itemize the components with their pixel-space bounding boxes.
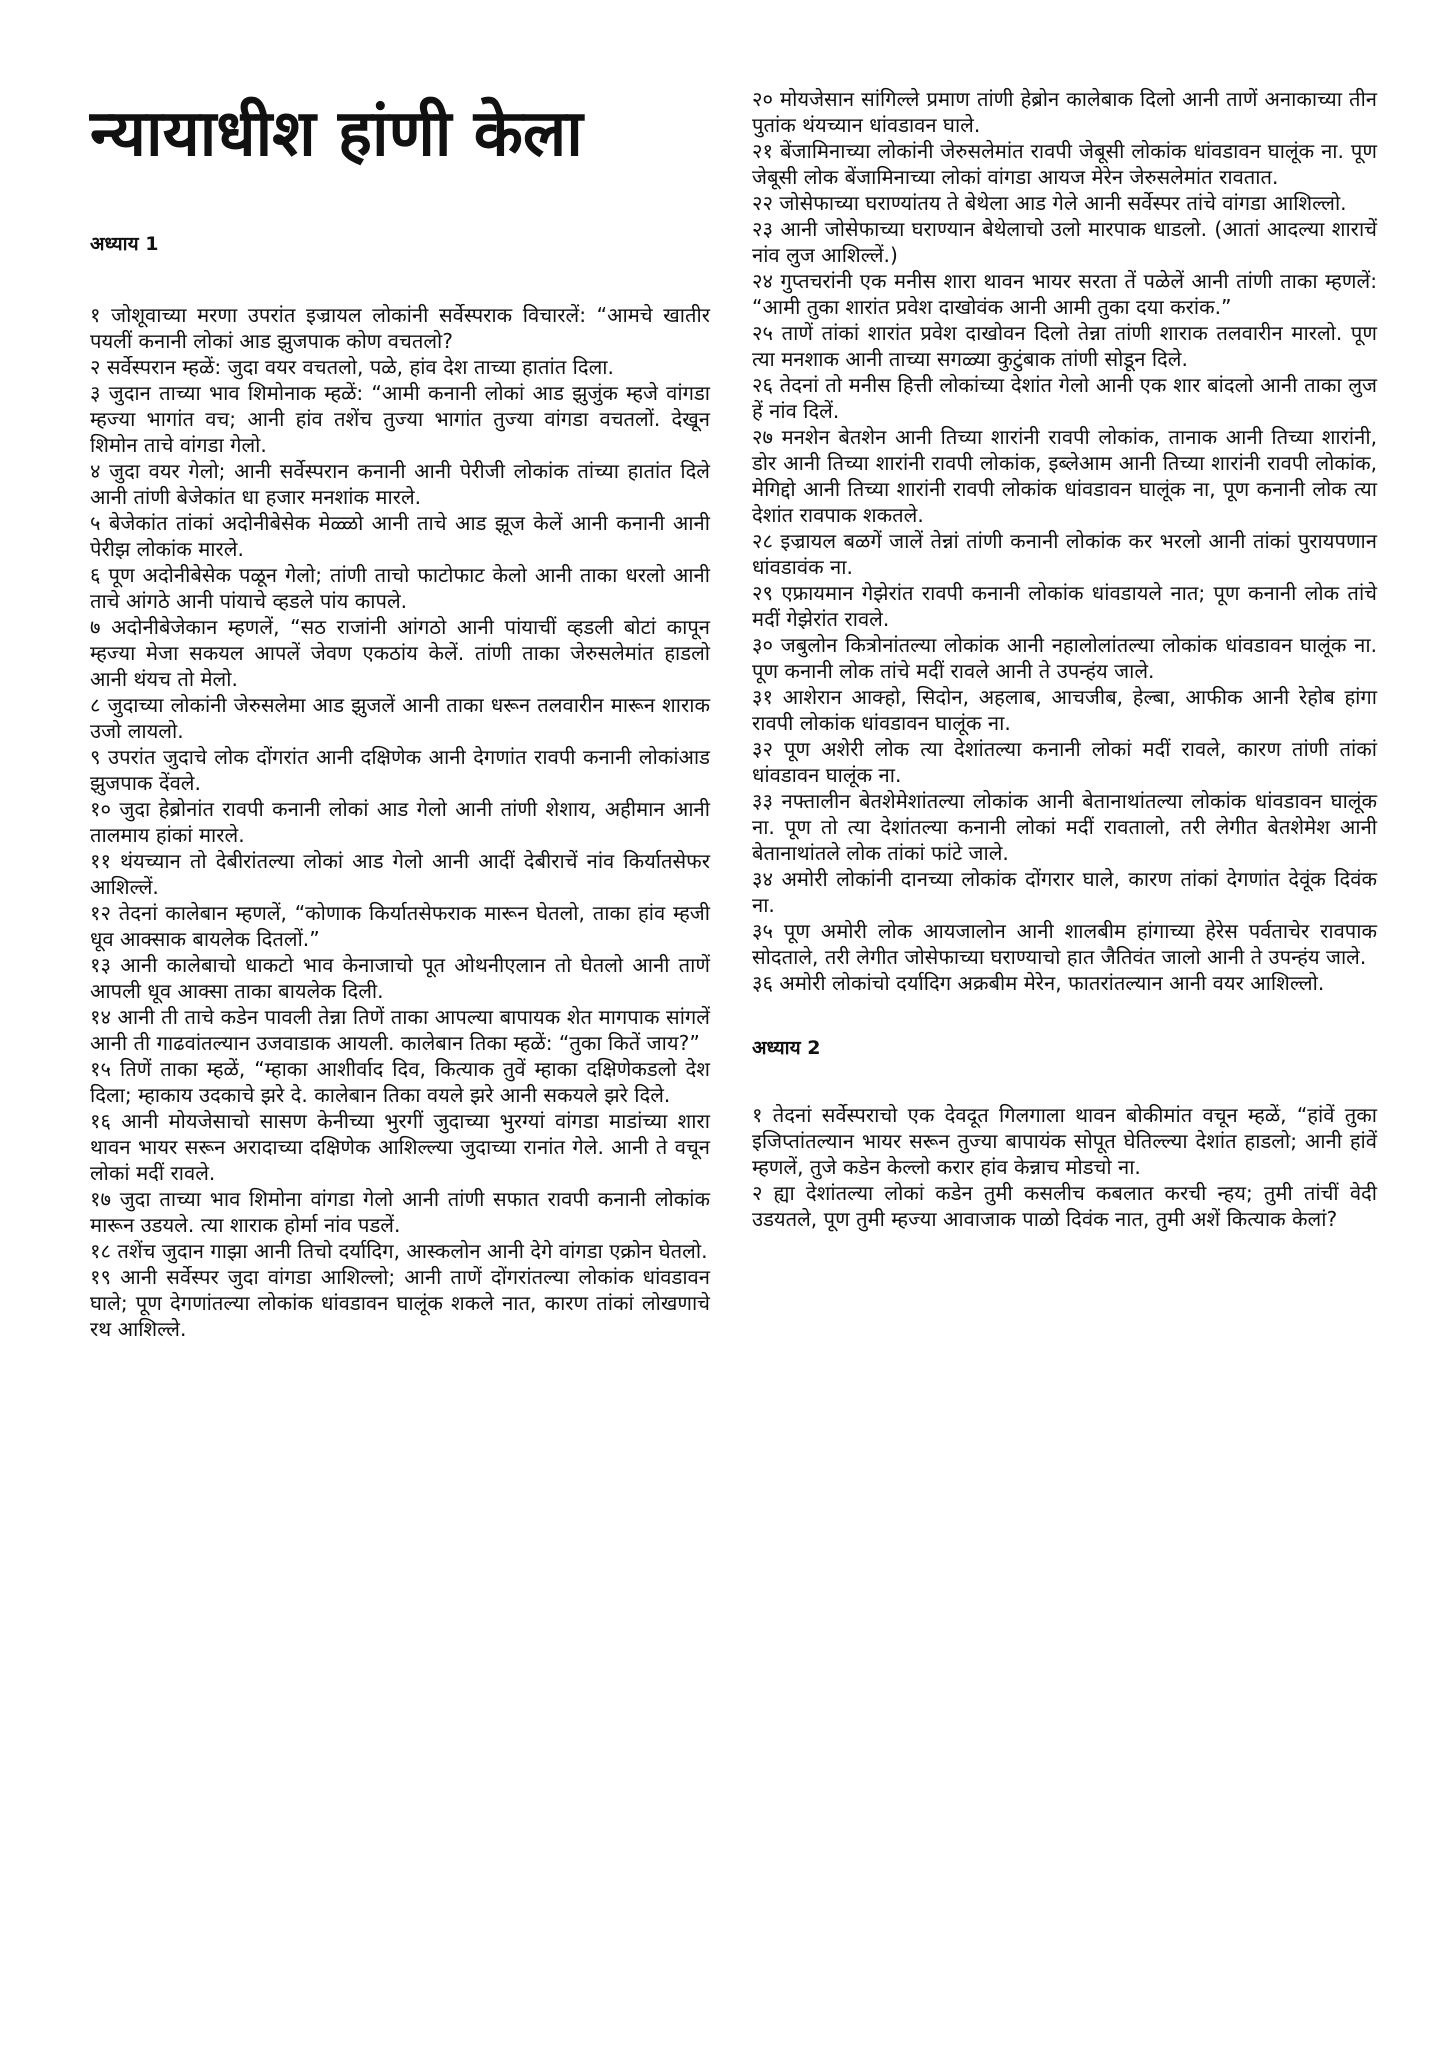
verse: १८ तशेंच जुदान गाझा आनी तिचो दर्यादिग, आस्कलोन आनी देगे वांगडा एक्रोन घेतलो. [90,1239,708,1263]
verse: ३४ अमोरी लोकांनी दानच्या लोकांक दोंगरार घाले, कारण तांकां देगणांत देवूंक दिवंक ना. [752,867,1377,917]
chapter-1-heading: अध्याय 1 [90,233,159,255]
verse: २९ एफ्रायमान गेझेरांत रावपी कनानी लोकांक धांवडायले नात; पूण कनानी लोक तांचे मदीं गेझेरांत रावले. [752,581,1377,631]
verse: २१ बेंजामिनाच्या लोकांनी जेरुसलेमांत रावपी जेबूसी लोकांक धांवडावन घालूंक ना. पूण जेबूसी लोक बेंजामिनाच्या लोकां वांगडा आयज मेरेन जेरुसलेमांत रावतात. [752,139,1377,189]
verse: २७ मनशेन बेतशेन आनी तिच्या शारांनी रावपी लोकांक, तानाक आनी तिच्या शारांनी, डोर आनी तिच्या शारांनी रावपी लोकांक, इब्लेआम आनी तिच्या शारांनी रावपी लोकांक, मेगिद्दो आनी तिच्या शारांनी रावपी लोकांक धांवडावन घालूंक ना, पूण कनानी लोक त्या देशांत रावपाक शकतले. [752,425,1377,527]
verse: १६ आनी मोयजेसाचो सासण केनीच्या भुरगीं जुदाच्या भुरग्यां वांगडा माडांच्या शारा थावन भायर सरून अरादाच्या दक्षिणेक आशिल्ल्या जुदाच्या रानांत गेले. आनी ते वचून लोकां मदीं रावले. [90,1109,710,1185]
verse: २६ तेदनां तो मनीस हित्ती लोकांच्या देशांत गेलो आनी एक शार बांदलो आनी ताका लुज हें नांव दिलें. [752,373,1377,423]
verse: ३२ पूण अशेरी लोक त्या देशांतल्या कनानी लोकां मदीं रावले, कारण तांणी तांकां धांवडावन घालूंक ना. [752,737,1377,787]
verse: २० मोयजेसान सांगिल्ले प्रमाण तांणी हेब्रोन कालेबाक दिलो आनी ताणें अनाकाच्या तीन पुतांक थंयच्यान धांवडावन घाले. [752,87,1377,137]
verse: १ जोशूवाच्या मरणा उपरांत इज्रायल लोकांनी सर्वेस्पराक विचारलें: “आमचे खातीर पयलीं कनानी लोकां आड झुजपाक कोण वचतलो? [90,303,710,353]
verse: ३५ पूण अमोरी लोक आयजालोन आनी शालबीम हांगाच्या हेरेस पर्वताचेर रावपाक सोदताले, तरी लेगीत जोसेफाच्या घराण्याचो हात जैतिवंत जालो आनी ते उपन्हंय जाले. [752,919,1377,969]
verse: २ सर्वेस्परान म्हळें: जुदा वयर वचतलो, पळे, हांव देश ताच्या हातांत दिला. [90,355,614,379]
verse: १२ तेदनां कालेबान म्हणलें, “कोणाक किर्यातसेफराक मारून घेतलो, ताका हांव म्हजी धूव आक्साक बायलेक दितलों.” [90,901,710,951]
verse: २८ इज्रायल बळगें जालें तेन्नां तांणी कनानी लोकांक कर भरलो आनी तांकां पुरायपणान धांवडावंक ना. [752,529,1377,579]
right-column [752,86,1377,1232]
verse: ४ जुदा वयर गेलो; आनी सर्वेस्परान कनानी आनी पेरीजी लोकांक तांच्या हातांत दिले आनी तांणी बेजेकांत धा हजार मनशांक मारले. [90,459,710,509]
verse: ३३ नफ्तालीन बेतशेमेशांतल्या लोकांक आनी बेतानाथांतल्या लोकांक धांवडावन घालूंक ना. पूण तो त्या देशांतल्या कनानी लोकां मदीं रावतालो, तरी लेगीत बेतशेमेश आनी बेतानाथांतले लोक तांकां फांटे जाले. [752,789,1377,865]
verse: १० जुदा हेब्रोनांत रावपी कनानी लोकां आड गेलो आनी तांणी शेशाय, अहीमान आनी तालमाय हांकां मारले. [90,797,710,847]
verse: १४ आनी ती ताचे कडेन पावली तेन्ना तिणें ताका आपल्या बापायक शेत मागपाक सांगलें आनी ती गाढवांतल्यान उजवाडाक आयली. कालेबान तिका म्हळें: “तुका कितें जाय?” [90,1005,710,1055]
verse: ११ थंयच्यान तो देबीरांतल्या लोकां आड गेलो आनी आदीं देबीराचें नांव किर्यातसेफर आशिल्लें. [90,849,710,899]
verse: १५ तिणें ताका म्हळें, “म्हाका आशीर्वाद दिव, कित्याक तुवें म्हाका दक्षिणेकडलो देश दिला; म्हाकाय उदकाचे झरे दे. कालेबान तिका वयले झरे आनी सकयले झरे दिले. [90,1057,710,1107]
verse: ३ जुदान ताच्या भाव शिमोनाक म्हळें: “आमी कनानी लोकां आड झुजुंक म्हजे वांगडा म्हज्या भागांत वच; आनी हांव तशेंच तुज्या भागांत तुज्या वांगडा वचतलों. देखून शिमोन ताचे वांगडा गेलो. [90,381,710,457]
verse: २ ह्या देशांतल्या लोकां कडेन तुमी कसलीच कबलात करची न्हय; तुमी तांचीं वेदी उडयतले, पूण तुमी म्हज्या आवाजाक पाळो दिवंक नात, तुमी अशें कित्याक केलां? [752,1181,1377,1231]
verse: ५ बेजेकांत तांकां अदोनीबेसेक मेळ्ळो आनी ताचे आड झूज केलें आनी कनानी आनी पेरीझ लोकांक मारले. [90,511,710,561]
verse: २४ गुप्तचरांनी एक मनीस शारा थावन भायर सरता तें पळेलें आनी तांणी ताका म्हणलें: “आमी तुका शारांत प्रवेश दाखोवंक आनी आमी तुका दया करांक.” [752,269,1377,319]
verse: ३६ अमोरी लोकांचो दर्यादिग अक्रबीम मेरेन, फातरांतल्यान आनी वयर आशिल्लो. [752,971,1325,995]
chapter-2-heading: अध्याय 2 [752,1037,821,1059]
verse: ३१ आशेरान आक्हो, सिदोन, अहलाब, आचजीब, हेल्बा, आफीक आनी रेहोब हांगा रावपी लोकांक धांवडावन घालूंक ना. [752,685,1377,735]
verse: ८ जुदाच्या लोकांनी जेरुसलेमा आड झुजलें आनी ताका धरून तलवारीन मारून शाराक उजो लायलो. [90,693,710,743]
verse: ७ अदोनीबेजेकान म्हणलें, “सठ राजांनी आंगठो आनी पांयाचीं व्हडली बोटां कापून म्हज्या मेजा सकयल आपलें जेवण एकठांय केलें. तांणी ताका जेरुसलेमांत हाडलो आनी थंयच तो मेलो. [90,615,710,691]
verse: १ तेदनां सर्वेस्पराचो एक देवदूत गिलगाला थावन बोकीमांत वचून म्हळें, “हांवें तुका इजिप्तांतल्यान भायर सरून तुज्या बापायंक सोपूत घेतिल्ल्या देशांत हाडलो; आनी हांवें म्हणलें, तुजे कडेन केल्लो करार हांव केन्नाच मोडचो ना. [752,1103,1377,1179]
verse: ९ उपरांत जुदाचे लोक दोंगरांत आनी दक्षिणेक आनी देगणांत रावपी कनानी लोकांआड झुजपाक देंवले. [90,745,710,795]
verse: १७ जुदा ताच्या भाव शिमोना वांगडा गेलो आनी तांणी सफात रावपी कनानी लोकांक मारून उडयले. त्या शाराक होर्मा नांव पडलें. [90,1187,710,1237]
book-title: न्यायाधीश हांणी केला [90,97,583,171]
verse: ३० जबुलोन कित्रोनांतल्या लोकांक आनी नहालोलांतल्या लोकांक धांवडावन घालूंक ना. पूण कनानी लोक तांचे मदीं रावले आनी ते उपन्हंय जाले. [752,633,1377,683]
verse: १९ आनी सर्वेस्पर जुदा वांगडा आशिल्लो; आनी ताणें दोंगरांतल्या लोकांक धांवडावन घाले; पूण देगणांतल्या लोकांक धांवडावन घालूंक शकले नात, कारण तांकां लोखणाचे रथ आशिल्ले. [90,1265,710,1341]
verse: २३ आनी जोसेफाच्या घराण्यान बेथेलाचो उलो मारपाक धाडलो. (आतां आदल्या शाराचें नांव लुज आशिल्लें.) [752,217,1377,267]
verse: १३ आनी कालेबाचो धाकटो भाव केनाजाचो पूत ओथनीएलान तो घेतलो आनी ताणें आपली धूव आक्सा ताका बायलेक दिली. [90,953,710,1003]
verse: २५ ताणें तांकां शारांत प्रवेश दाखोवन दिलो तेन्ना तांणी शाराक तलवारीन मारलो. पूण त्या मनशाक आनी ताच्या सगळ्या कुटुंबाक तांणी सोडून दिले. [752,321,1377,371]
verse: ६ पूण अदोनीबेसेक पळून गेलो; तांणी ताचो फाटोफाट केलो आनी ताका धरलो आनी ताचे आंगठे आनी पांयाचे व्हडले पांय कापले. [90,563,710,613]
verse: २२ जोसेफाच्या घराण्यांतय ते बेथेला आड गेले आनी सर्वेस्पर तांचे वांगडा आशिल्लो. [752,191,1347,215]
left-column [90,84,710,1342]
